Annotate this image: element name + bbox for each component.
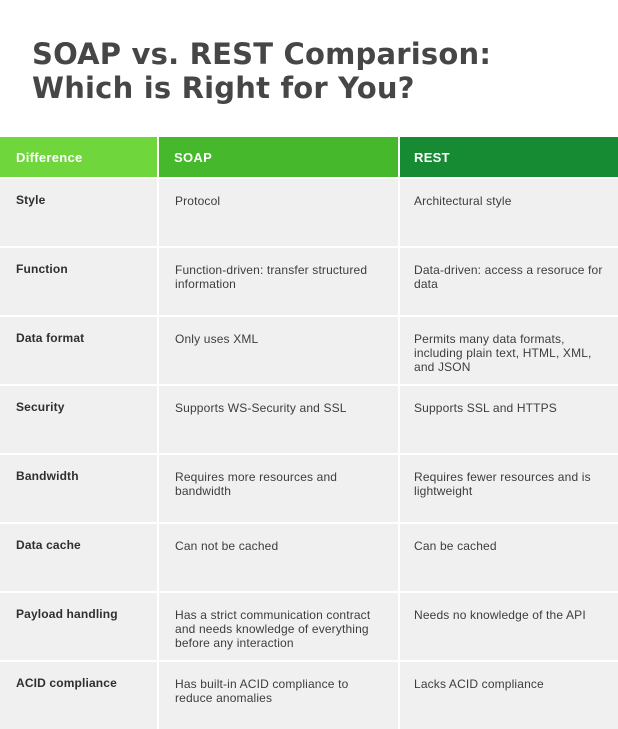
- header-difference: Difference: [0, 137, 157, 177]
- table-row-acid-compliance: [0, 662, 618, 729]
- soap-cell: Protocol: [157, 179, 398, 246]
- difference-cell: Payload handling: [16, 607, 118, 621]
- soap-cell: Only uses XML: [157, 317, 398, 384]
- soap-cell: Has built-in ACID compliance to reduce anomalies: [157, 662, 398, 729]
- difference-cell: Security: [16, 400, 65, 414]
- soap-cell: Can not be cached: [157, 524, 398, 591]
- table-row-style: [0, 179, 618, 248]
- table-header-row: [0, 137, 618, 179]
- difference-cell: Style: [16, 193, 46, 207]
- difference-cell: Bandwidth: [16, 469, 79, 483]
- table-row-payload-handling: [0, 593, 618, 662]
- table-row-bandwidth: [0, 455, 618, 524]
- difference-cell: ACID compliance: [16, 676, 117, 690]
- rest-cell: Data-driven: access a resoruce for data: [398, 248, 618, 315]
- rest-cell: Supports SSL and HTTPS: [398, 386, 618, 453]
- page-title: [32, 37, 592, 105]
- table-row-data-cache: [0, 524, 618, 593]
- rest-cell: Requires fewer resources and is lightweight: [398, 455, 618, 522]
- title-line-2: Which is Right for You?: [32, 71, 415, 105]
- rest-cell: Needs no knowledge of the API: [398, 593, 618, 660]
- soap-cell: Has a strict communication contract and needs knowledge of everything before any interaction: [157, 593, 398, 660]
- rest-cell: Can be cached: [398, 524, 618, 591]
- table-row-data-format: [0, 317, 618, 386]
- rest-cell: Lacks ACID compliance: [398, 662, 618, 729]
- table-row-function: [0, 248, 618, 317]
- title-line-1: SOAP vs. REST Comparison:: [32, 37, 492, 71]
- comparison-table: [0, 137, 618, 729]
- soap-cell: Function-driven: transfer structured information: [157, 248, 398, 315]
- header-rest: REST: [398, 137, 618, 177]
- table-row-security: [0, 386, 618, 455]
- rest-cell: Architectural style: [398, 179, 618, 246]
- header-soap: SOAP: [157, 137, 398, 177]
- soap-cell: Requires more resources and bandwidth: [157, 455, 398, 522]
- difference-cell: Data cache: [16, 538, 81, 552]
- rest-cell: Permits many data formats, including plain text, HTML, XML, and JSON: [398, 317, 618, 384]
- soap-cell: Supports WS-Security and SSL: [157, 386, 398, 453]
- difference-cell: Data format: [16, 331, 85, 345]
- difference-cell: Function: [16, 262, 68, 276]
